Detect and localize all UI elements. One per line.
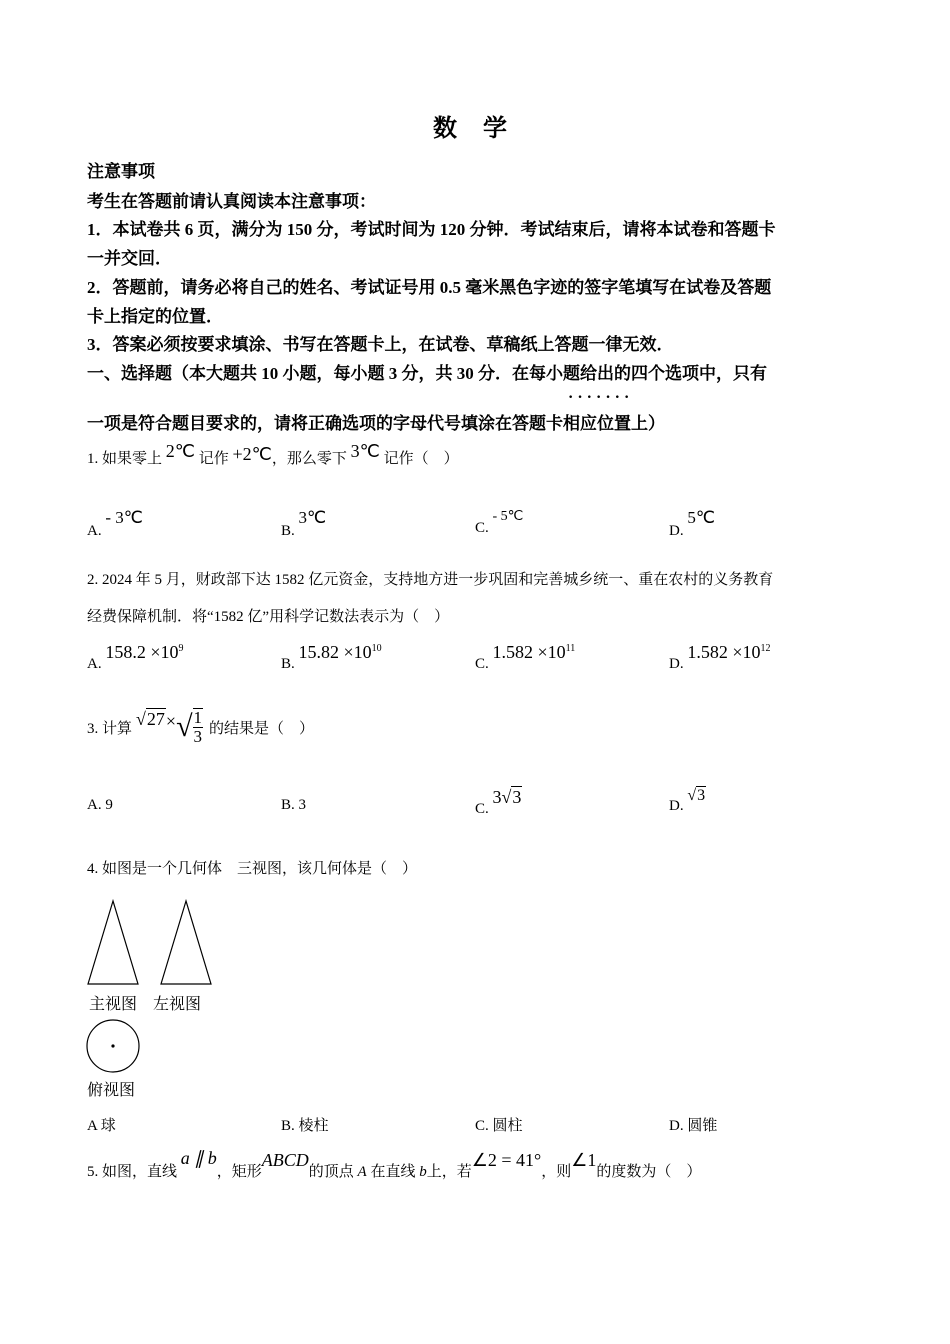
radicand: 3	[697, 787, 706, 804]
q5-math-abcd: ABCD	[261, 1150, 309, 1170]
option-exponent: 9	[178, 643, 184, 654]
q1-text-1: 1. 如果零上	[87, 451, 163, 467]
section1-line1: 一、选择题（本大题共 10 小题，每小题 3 分，共 30 分．在每小题给出的四个选项中，只有	[87, 364, 767, 383]
q5-math-angle2: ∠2 = 41°	[471, 1150, 542, 1170]
q2-option-a[interactable]	[87, 642, 184, 673]
option-label: C.	[475, 520, 489, 536]
q5-math-b: b	[419, 1164, 427, 1180]
q1-option-b[interactable]	[281, 508, 327, 540]
section1-line2-start: 一项是符合题目要求的，请将正确选项的字母代号	[87, 414, 461, 433]
q2-option-d[interactable]	[669, 642, 771, 673]
question-1-stem	[87, 441, 459, 468]
q3-option-c[interactable]: C. 3√3	[475, 787, 522, 817]
q4-option-a[interactable]: A 球	[87, 1118, 116, 1134]
q1-text-3: ，那么零下	[271, 451, 347, 467]
q1-math-3: 3℃	[350, 441, 380, 461]
option-base: 1.582 ×10	[687, 642, 761, 662]
q1-math-1: 2℃	[165, 441, 195, 461]
option-label: B.	[281, 523, 295, 539]
option-base: 15.82 ×10	[298, 642, 372, 662]
question-5-stem	[87, 1148, 702, 1181]
notice-item2-line1: 2．答题前，请务必将自己的姓名、考试证号用 0.5 毫米黑色字迹的签字笔填写在试卷及答题	[87, 278, 772, 297]
question-2-line1: 2. 2024 年 5 月，财政部下达 1582 亿元资金，支持地方进一步巩固和完善城乡统一、重在农村的义务教育	[87, 572, 774, 588]
q5-math-angle1: ∠1	[571, 1150, 597, 1170]
q3-option-d[interactable]: D. √3	[669, 787, 706, 814]
q5-text-6: ，则	[541, 1164, 572, 1180]
option-value: 5℃	[687, 508, 715, 527]
option-label: D.	[669, 798, 684, 814]
notice-item1-line1: 1．本试卷共 6 页，满分为 150 分，考试时间为 120 分钟．考试结束后，请将本试卷和答题卡	[87, 220, 776, 239]
numerator: 1	[193, 708, 203, 727]
notice-item1-line2: 一并交回．	[87, 249, 172, 268]
sqrt-27: √27	[136, 708, 165, 729]
q1-text-4: 记作（ ）	[383, 451, 459, 467]
center-dot	[111, 1044, 114, 1047]
section1-line2-emphasis: 填涂在答题卡相应位置上	[461, 414, 648, 433]
top-view-circle	[84, 1018, 144, 1076]
option-base: 158.2 ×10	[105, 642, 179, 662]
q5-text-7: 的度数为（ ）	[596, 1164, 702, 1180]
left-view-triangle	[161, 901, 211, 984]
option-exponent: 12	[760, 643, 771, 654]
q1-text-2: 记作	[198, 451, 229, 467]
q3-text-1: 3. 计算	[87, 720, 133, 737]
option-value: - 5℃	[492, 509, 524, 524]
question-2-line2: 经费保障机制．将“1582 亿”用科学记数法表示为（ ）	[87, 609, 450, 625]
notice-intro: 考生在答题前请认真阅读本注意事项：	[87, 192, 376, 211]
option-exponent: 10	[371, 643, 382, 654]
notice-heading: 注意事项	[87, 162, 155, 181]
option-label: A.	[87, 523, 102, 539]
option-value: 3℃	[298, 508, 327, 527]
q4-option-c[interactable]: C. 圆柱	[475, 1118, 523, 1134]
q1-option-a[interactable]	[87, 508, 143, 540]
q4-option-d[interactable]: D. 圆锥	[669, 1118, 718, 1134]
option-label: B.	[281, 656, 295, 672]
section1-line2	[87, 409, 665, 434]
q5-math-a: A	[357, 1164, 367, 1180]
option-label: C.	[475, 656, 489, 672]
q5-math-parallel: a ∥ b	[180, 1148, 217, 1168]
denominator: 3	[193, 727, 203, 746]
q3-text-2: 的结果是（ ）	[209, 720, 315, 737]
option-exponent: 11	[565, 643, 576, 654]
left-view-label: 左视图	[153, 994, 202, 1013]
q4-option-b[interactable]: B. 棱柱	[281, 1118, 329, 1134]
option-label: D.	[669, 656, 684, 672]
q2-option-c[interactable]	[475, 642, 576, 673]
option-base: 1.582 ×10	[492, 642, 566, 662]
times-sign: ×	[165, 710, 177, 731]
three-view-triangles	[84, 896, 219, 991]
q2-option-b[interactable]	[281, 642, 382, 673]
q1-option-c[interactable]	[475, 509, 524, 537]
q5-text-3: 的顶点	[308, 1164, 354, 1180]
q3-option-a[interactable]: A. 9	[87, 797, 113, 813]
option-label: A.	[87, 656, 102, 672]
radicand: 3	[512, 787, 522, 807]
q5-text-2: ，矩形	[216, 1164, 262, 1180]
notice-item2-line2: 卡上指定的位置．	[87, 307, 223, 326]
q3-option-b[interactable]: B. 3	[281, 797, 307, 813]
notice-item3: 3．答案必须按要求填涂、书写在答题卡上，在试卷、草稿纸上答题一律无效．	[87, 335, 674, 354]
top-view-label: 俯视图	[87, 1080, 136, 1099]
q5-text-1: 5. 如图，直线	[87, 1164, 178, 1180]
q1-option-d[interactable]	[669, 508, 715, 540]
option-value: - 3℃	[105, 508, 143, 527]
radicand: 27	[146, 708, 165, 729]
front-view-label: 主视图	[89, 994, 138, 1013]
q1-math-2: +2℃	[232, 444, 272, 464]
section1-line2-end: ）	[648, 414, 665, 433]
option-label: D.	[669, 523, 684, 539]
page-title: 数 学	[433, 116, 517, 142]
option-label: C.	[475, 801, 489, 817]
q5-text-5: 上，若	[426, 1164, 472, 1180]
option-coefficient: 3	[492, 787, 502, 807]
question-4-stem: 4. 如图是一个几何体 三视图，该几何体是（ ）	[87, 861, 418, 877]
q5-text-4: 在直线	[370, 1164, 416, 1180]
fraction-one-third	[193, 708, 204, 746]
sqrt-sign: √	[176, 710, 193, 743]
emphasis-dots: · · · · · · ·	[568, 389, 630, 406]
front-view-triangle	[88, 901, 138, 984]
question-3-stem	[87, 700, 314, 754]
